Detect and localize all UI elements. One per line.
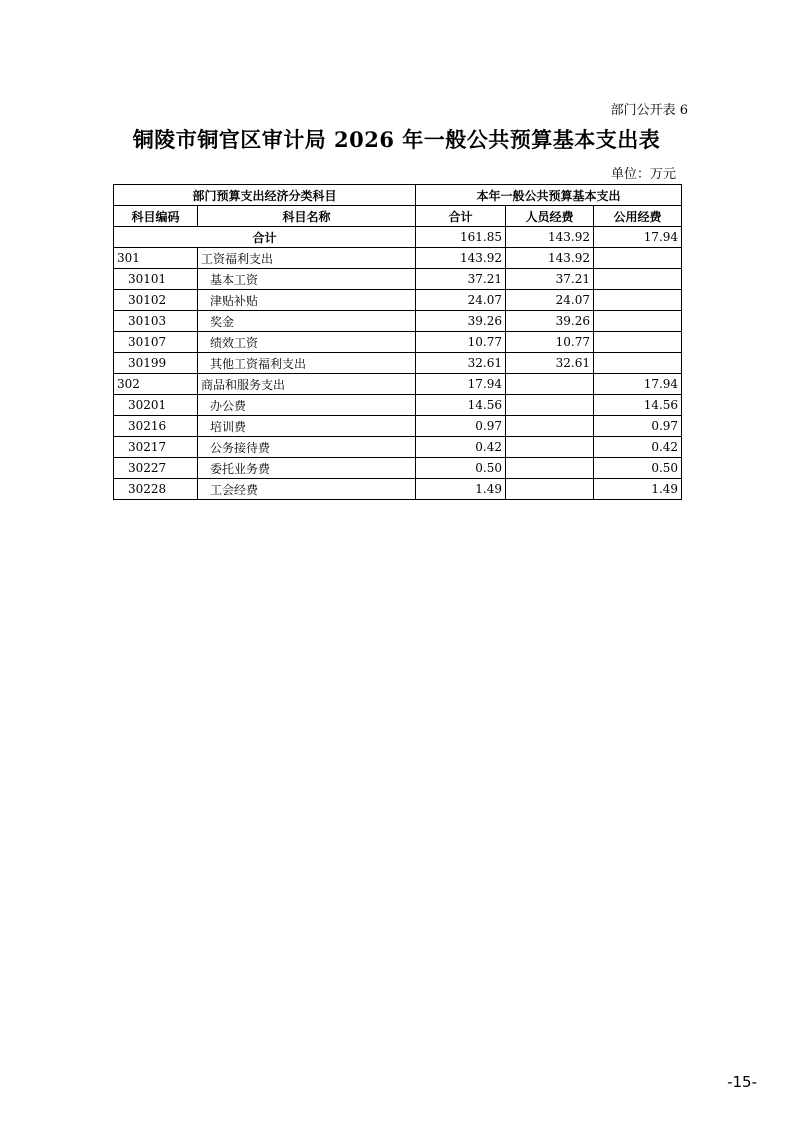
row-code: 30107 xyxy=(114,332,198,353)
row-total: 0.97 xyxy=(416,416,506,437)
total-row xyxy=(114,227,682,248)
row-personnel xyxy=(506,374,594,395)
row-name: 委托业务费 xyxy=(198,458,416,479)
row-name: 工资福利支出 xyxy=(198,248,416,269)
row-name: 办公费 xyxy=(198,395,416,416)
row-personnel xyxy=(506,416,594,437)
row-code: 30103 xyxy=(114,311,198,332)
row-personnel: 32.61 xyxy=(506,353,594,374)
table-row xyxy=(114,248,682,269)
total-amount: 161.85 xyxy=(416,227,506,248)
row-code: 30216 xyxy=(114,416,198,437)
row-personnel xyxy=(506,395,594,416)
row-name: 奖金 xyxy=(198,311,416,332)
row-total: 0.50 xyxy=(416,458,506,479)
table-row xyxy=(114,479,682,500)
table-row xyxy=(114,395,682,416)
column-header-personnel: 人员经费 xyxy=(506,206,594,227)
row-name: 基本工资 xyxy=(198,269,416,290)
unit-label: 单位：万元 xyxy=(610,167,676,182)
row-total: 0.42 xyxy=(416,437,506,458)
table-row xyxy=(114,311,682,332)
row-public xyxy=(594,290,682,311)
row-total: 37.21 xyxy=(416,269,506,290)
row-total: 10.77 xyxy=(416,332,506,353)
row-name: 其他工资福利支出 xyxy=(198,353,416,374)
row-personnel: 39.26 xyxy=(506,311,594,332)
row-name: 津贴补贴 xyxy=(198,290,416,311)
row-public: 1.49 xyxy=(594,479,682,500)
row-total: 39.26 xyxy=(416,311,506,332)
table-row xyxy=(114,437,682,458)
row-personnel: 143.92 xyxy=(506,248,594,269)
table-row xyxy=(114,416,682,437)
total-label: 合计 xyxy=(114,227,416,248)
row-personnel xyxy=(506,479,594,500)
row-public xyxy=(594,248,682,269)
row-total: 14.56 xyxy=(416,395,506,416)
row-personnel xyxy=(506,458,594,479)
table-row xyxy=(114,290,682,311)
row-name: 培训费 xyxy=(198,416,416,437)
column-header-public: 公用经费 xyxy=(594,206,682,227)
row-total: 32.61 xyxy=(416,353,506,374)
row-code: 30199 xyxy=(114,353,198,374)
row-public: 0.50 xyxy=(594,458,682,479)
header-group-row xyxy=(114,185,682,206)
row-code: 30201 xyxy=(114,395,198,416)
table-body xyxy=(114,227,682,500)
page-number: -15- xyxy=(727,1073,757,1091)
column-header-total: 合计 xyxy=(416,206,506,227)
table-row xyxy=(114,332,682,353)
row-personnel: 10.77 xyxy=(506,332,594,353)
row-code: 30101 xyxy=(114,269,198,290)
row-total: 1.49 xyxy=(416,479,506,500)
row-public xyxy=(594,353,682,374)
row-public: 17.94 xyxy=(594,374,682,395)
header-column-row xyxy=(114,206,682,227)
row-code: 30228 xyxy=(114,479,198,500)
row-name: 工会经费 xyxy=(198,479,416,500)
row-total: 143.92 xyxy=(416,248,506,269)
row-code: 302 xyxy=(114,374,198,395)
budget-table xyxy=(113,184,682,500)
row-personnel: 24.07 xyxy=(506,290,594,311)
row-personnel: 37.21 xyxy=(506,269,594,290)
row-total: 17.94 xyxy=(416,374,506,395)
column-header-code: 科目编码 xyxy=(114,206,198,227)
row-code: 30217 xyxy=(114,437,198,458)
row-public xyxy=(594,311,682,332)
row-public xyxy=(594,269,682,290)
table-row xyxy=(114,269,682,290)
row-code: 30102 xyxy=(114,290,198,311)
row-name: 绩效工资 xyxy=(198,332,416,353)
group-header-classification: 部门预算支出经济分类科目 xyxy=(114,185,416,206)
row-total: 24.07 xyxy=(416,290,506,311)
table-row xyxy=(114,458,682,479)
table-label: 部门公开表 6 xyxy=(610,103,688,118)
row-public: 14.56 xyxy=(594,395,682,416)
group-header-expenditure: 本年一般公共预算基本支出 xyxy=(416,185,682,206)
row-name: 公务接待费 xyxy=(198,437,416,458)
page-title: 铜陵市铜官区审计局 2026 年一般公共预算基本支出表 xyxy=(132,127,661,152)
total-public: 17.94 xyxy=(594,227,682,248)
row-name: 商品和服务支出 xyxy=(198,374,416,395)
column-header-name: 科目名称 xyxy=(198,206,416,227)
total-personnel: 143.92 xyxy=(506,227,594,248)
row-public: 0.42 xyxy=(594,437,682,458)
table-row xyxy=(114,374,682,395)
table-row xyxy=(114,353,682,374)
row-code: 30227 xyxy=(114,458,198,479)
row-public xyxy=(594,332,682,353)
row-public: 0.97 xyxy=(594,416,682,437)
row-personnel xyxy=(506,437,594,458)
row-code: 301 xyxy=(114,248,198,269)
